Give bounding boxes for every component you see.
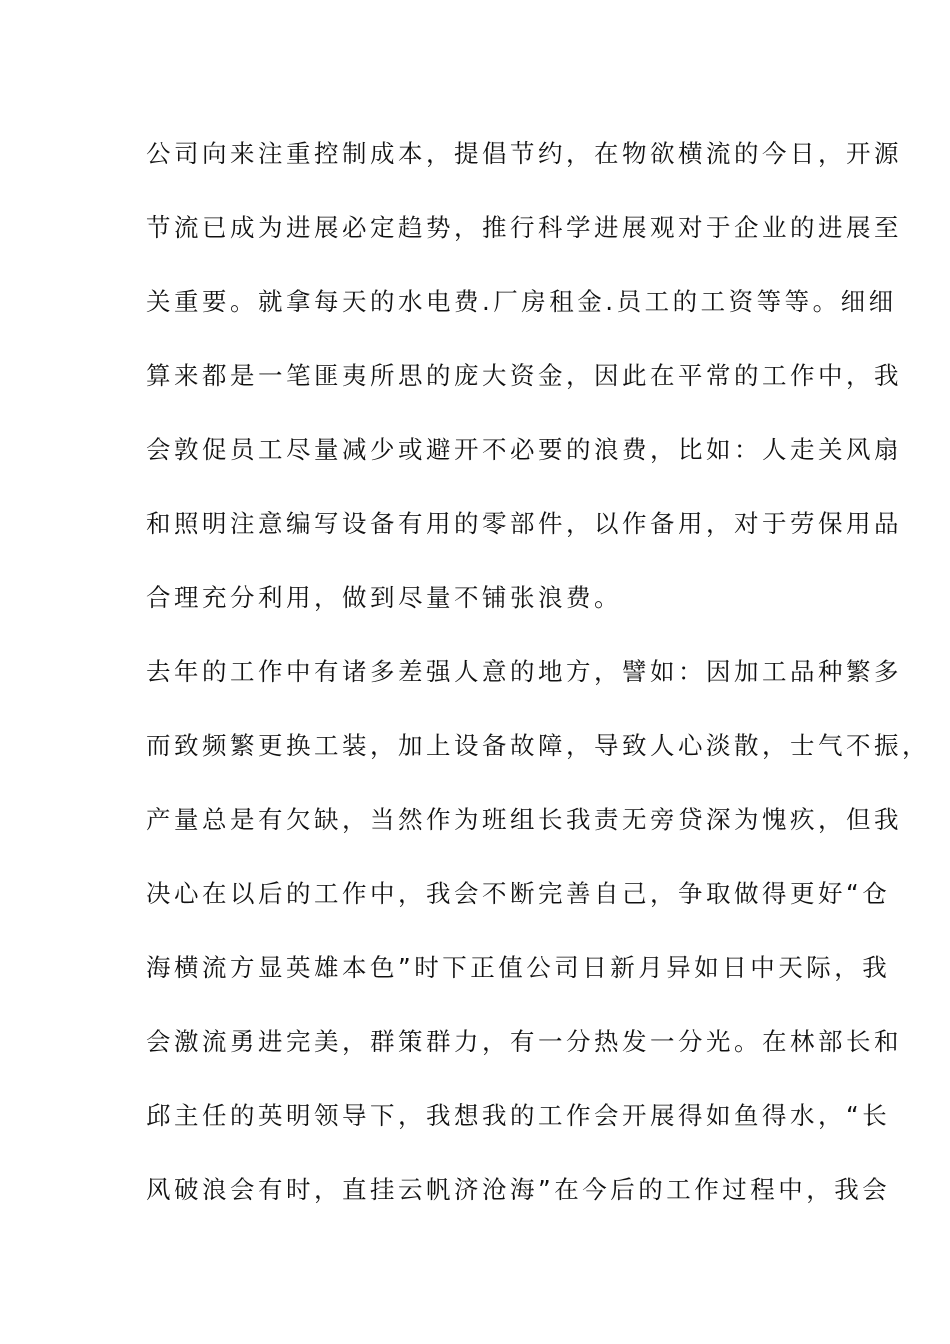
text-line: 会敦促员工尽量减少或避开不必要的浪费，比如：人走关风扇 [146,435,902,464]
text-line: 而致频繁更换工装，加上设备故障，导致人心淡散，士气不振， [146,731,930,760]
text-line: 决心在以后的工作中，我会不断完善自己，争取做得更好“仓 [146,879,891,908]
text-line: 邱主任的英明领导下，我想我的工作会开展得如鱼得水，“长 [146,1101,891,1130]
text-line: 去年的工作中有诸多差强人意的地方，譬如：因加工品种繁多 [146,657,902,686]
text-line: 风破浪会有时，直挂云帆济沧海”在今后的工作过程中，我会 [146,1175,891,1204]
text-line: 产量总是有欠缺，当然作为班组长我责无旁贷深为愧疚，但我 [146,805,902,834]
text-line: 海横流方显英雄本色”时下正值公司日新月异如日中天际，我 [146,953,891,982]
text-line: 关重要。就拿每天的水电费.厂房租金.员工的工资等等。细细 [146,287,897,316]
text-line: 算来都是一笔匪夷所思的庞大资金，因此在平常的工作中，我 [146,361,902,390]
text-line: 合理充分利用，做到尽量不铺张浪费。 [146,583,622,612]
text-line: 节流已成为进展必定趋势，推行科学进展观对于企业的进展至 [146,213,902,242]
text-line: 会激流勇进完美，群策群力，有一分热发一分光。在林部长和 [146,1027,902,1056]
text-line: 公司向来注重控制成本，提倡节约，在物欲横流的今日，开源 [146,139,902,168]
text-line: 和照明注意编写设备有用的零部件，以作备用，对于劳保用品 [146,509,902,538]
